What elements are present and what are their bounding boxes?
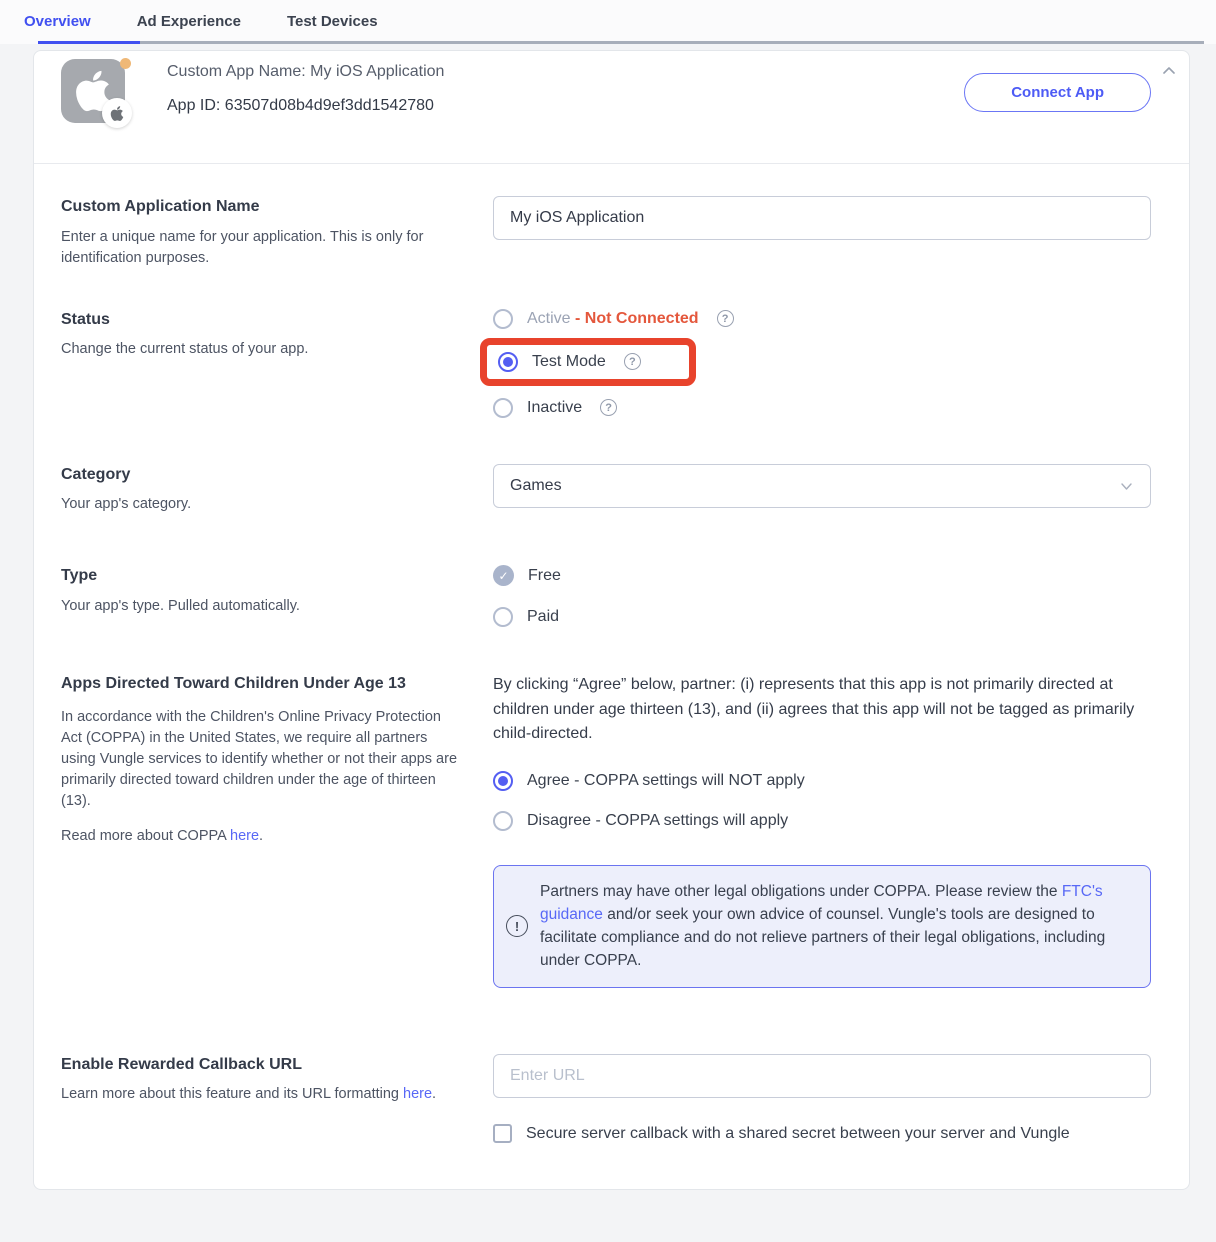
inactive-label: Inactive	[527, 398, 583, 416]
inactive-radio[interactable]	[493, 398, 513, 418]
type-option-paid	[493, 607, 1151, 627]
coppa-here-link[interactable]: here	[230, 827, 260, 844]
status-option-active[interactable]	[493, 309, 1151, 329]
connect-app-button[interactable]: Connect App	[964, 73, 1151, 112]
coppa-read-more: Read more about COPPA here.	[61, 827, 264, 844]
category-description: Your app's category.	[61, 496, 192, 513]
test-mode-radio[interactable]	[498, 352, 518, 372]
category-selected-value: Games	[510, 476, 562, 494]
notification-dot	[120, 58, 131, 69]
info-icon: !	[506, 915, 528, 937]
test-mode-help-icon[interactable]: ?	[624, 353, 641, 370]
secure-callback-checkbox[interactable]	[493, 1124, 512, 1143]
status-option-inactive[interactable]	[493, 398, 1151, 418]
collapse-chevron-icon[interactable]	[1163, 61, 1175, 79]
type-option-free	[493, 565, 1151, 586]
tab-test-devices[interactable]: Test Devices	[286, 13, 378, 30]
agree-radio[interactable]	[493, 771, 513, 791]
coppa-option-disagree[interactable]	[493, 811, 1151, 831]
category-row	[61, 464, 1151, 516]
status-row	[61, 309, 1151, 418]
chevron-down-icon	[1121, 477, 1132, 495]
not-connected-label: - Not Connected	[575, 309, 699, 327]
tabs-bar	[0, 0, 1216, 44]
tab-divider	[38, 41, 1204, 44]
tab-overview[interactable]: Overview	[24, 13, 91, 30]
app-icon	[61, 59, 125, 123]
paid-label: Paid	[527, 608, 560, 626]
status-description: Change the current status of your app.	[61, 341, 309, 358]
custom-name-input[interactable]	[493, 196, 1151, 240]
custom-name-description: Enter a unique name for your application. This is only for identification purposes.	[61, 228, 424, 266]
coppa-option-agree[interactable]	[493, 771, 1151, 791]
active-tab-underline	[38, 41, 140, 44]
callback-url-input[interactable]	[493, 1054, 1151, 1098]
callback-here-link[interactable]: here	[403, 1086, 433, 1103]
coppa-label: Apps Directed Toward Children Under Age 13	[61, 675, 406, 693]
agree-label: Agree - COPPA settings will NOT apply	[527, 771, 805, 789]
active-radio[interactable]	[493, 309, 513, 329]
platform-badge-apple-icon	[102, 98, 132, 128]
callback-label: Enable Rewarded Callback URL	[61, 1055, 302, 1073]
paid-radio	[493, 607, 513, 627]
type-description: Your app's type. Pulled automatically.	[61, 597, 300, 614]
tab-ad-experience[interactable]: Ad Experience	[136, 13, 241, 30]
disagree-radio[interactable]	[493, 811, 513, 831]
coppa-row	[61, 673, 1151, 987]
status-label: Status	[61, 310, 110, 328]
coppa-description: In accordance with the Children's Online Privacy Protection Act (COPPA) in the United States, we require all partners using Vungle services to identify whether or not their apps are primarily directed toward children under the age of thirteen (13).	[61, 708, 458, 809]
type-label: Type	[61, 567, 98, 585]
app-overview-card	[33, 50, 1190, 1190]
test-mode-highlight-annotation	[480, 338, 696, 386]
secure-callback-option[interactable]	[493, 1122, 1151, 1147]
category-select[interactable]	[493, 464, 1151, 508]
custom-app-name-line: Custom App Name: My iOS Application	[167, 63, 445, 80]
test-mode-label: Test Mode	[532, 352, 606, 370]
app-id-line: App ID: 63507d08b4d9ef3dd1542780	[167, 97, 434, 114]
custom-name-label: Custom Application Name	[61, 198, 260, 215]
callback-description: Learn more about this feature and its URL formatting here.	[61, 1086, 437, 1103]
free-checked-icon: ✓	[493, 565, 514, 586]
coppa-notice-box	[493, 865, 1151, 988]
inactive-help-icon[interactable]: ?	[600, 399, 617, 416]
coppa-notice-text: Partners may have other legal obligations under COPPA. Please review the FTC's guidance and/or seek your own advice of counsel. Vungle's tools are designed to facilitate compliance and do not relieve partners of their legal obligations, including under COPPA.	[540, 882, 1106, 970]
free-label: Free	[528, 566, 561, 584]
active-label: Active	[527, 309, 571, 327]
secure-callback-label: Secure server callback with a shared secret between your server and Vungle	[526, 1124, 1070, 1142]
ftc-guidance-link[interactable]: FTC's guidance	[540, 882, 1103, 923]
custom-name-row	[61, 196, 1151, 269]
callback-row	[61, 1054, 1151, 1147]
coppa-agreement-text: By clicking “Agree” below, partner: (i) represents that this app is not primarily directed at children under age thirteen (13), and (ii) agrees that this app will not be tagged as primarily child-directed.	[493, 676, 1135, 743]
active-help-icon[interactable]: ?	[717, 310, 734, 327]
category-label: Category	[61, 465, 131, 483]
type-row	[61, 565, 1151, 627]
app-header	[34, 51, 1189, 123]
disagree-label: Disagree - COPPA settings will apply	[527, 811, 789, 829]
